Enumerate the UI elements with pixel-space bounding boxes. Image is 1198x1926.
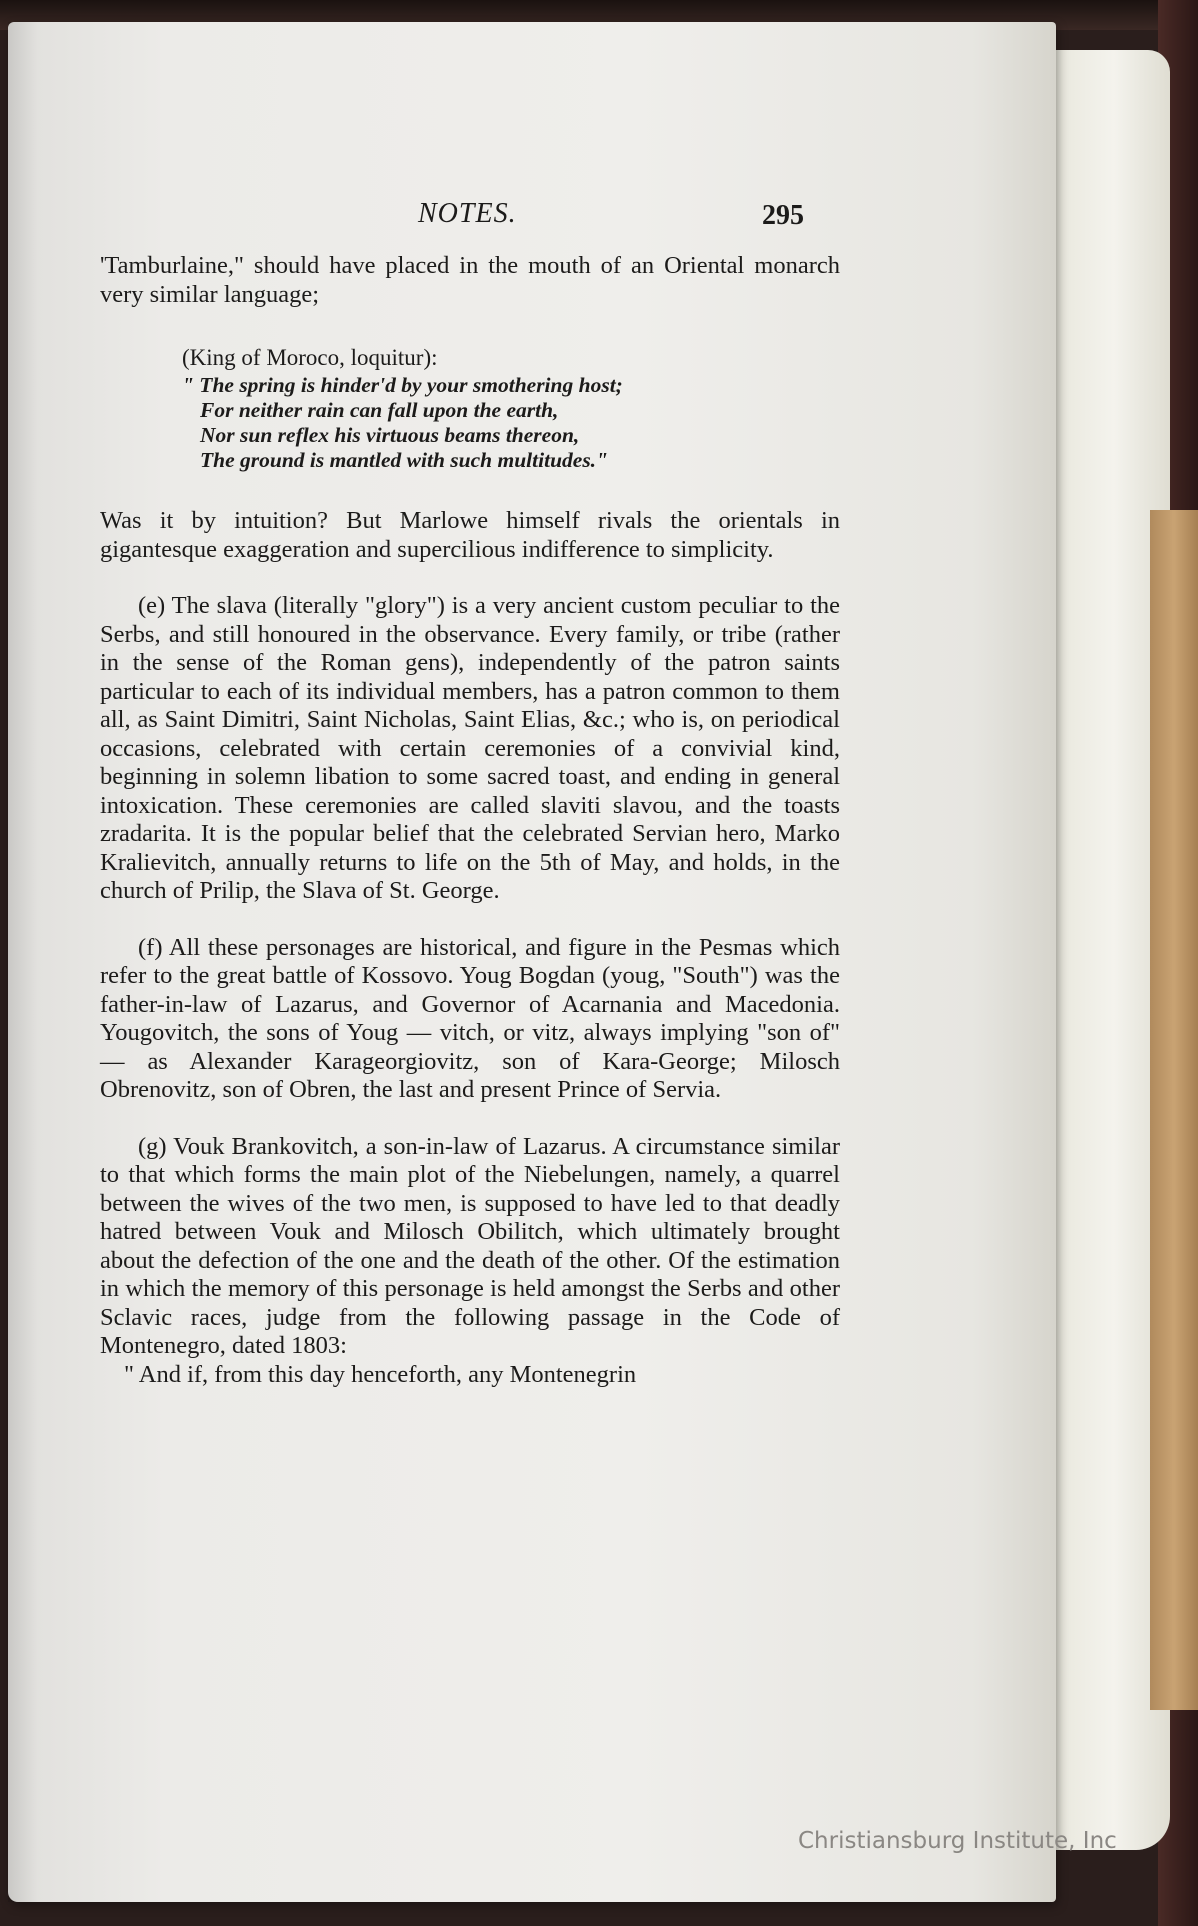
page-text [100,190,840,1389]
verse-line: Nor sun reflex his virtuous beams thereon, [200,423,580,447]
note-g: (g) Vouk Brankovitch, a son-in-law of Lazarus. A circumstance similar to that which forms the main plot of the Niebelungen, namely, a quarrel between the wives of the two men, is supposed to have led to that deadly hatred between Vouk and Milosch Obilitch, which ultimately brought about the defection of the one and the death of the other. Of the estimation in which the memory of this personage is held amongst the Serbs and other Sclavic races, judge from the following passage in the Code of Montenegro, dated 1803: [100,1132,840,1359]
verse-quotation [182,345,840,473]
running-head-title: NOTES. [418,198,517,229]
paper-insert [1150,510,1198,1710]
note-e: (e) The slava (literally "glory") is a very ancient custom peculiar to the Serbs, and still honoured in the observance. Every family, or tribe (rather in the sense of the Roman gens), independently of the patron saints particular to each of its individual members, has a patron common to them all, as Saint Dimitri, Saint Nicholas, Saint Elias, &c.; who is, on periodical occasions, celebrated with certain ceremonies of a convivial kind, beginning in solemn libation to some sacred toast, and ending in general intoxication. These ceremonies are called slaviti slavou, and the toasts zradarita. It is the popular belief that the celebrated Servian hero, Marko Kralievitch, annually returns to life on the 5th of May, and holds, in the church of Prilip, the Slava of St. George. [100,592,840,904]
watermark: Christiansburg Institute, Inc [798,1828,1117,1854]
verse-line: " The spring is hinder'd by your smothering host; [182,373,623,397]
running-head [100,190,840,234]
verse-line: For neither rain can fall upon the earth, [200,398,559,422]
paragraph-intro: 'Tamburlaine," should have placed in the mouth of an Oriental monarch very similar language; [100,252,840,308]
verse-line: The ground is mantled with such multitudes." [200,448,608,472]
page-number: 295 [762,200,804,231]
note-f: (f) All these personages are historical, and figure in the Pesmas which refer to the great battle of Kossovo. Youg Bogdan (youg, "South") was the father-in-law of Lazarus, and Governor of Acarnania and Macedonia. Yougovitch, the sons of Youg — vitch, or vitz, always implying "son of" — as Alexander Karageorgiovitz, son of Kara-George; Milosch Obrenovitz, son of Obren, the last and present Prince of Servia. [100,933,840,1103]
quote-speaker: (King of Moroco, loquitur): [182,345,438,370]
quotation-start: " And if, from this day henceforth, any Montenegrin [124,1360,637,1388]
gutter-shadow [8,22,38,1902]
paragraph-intuition: Was it by intuition? But Marlowe himself rivals the orientals in gigantesque exaggeration and supercilious indifference to simplicity. [100,507,840,563]
